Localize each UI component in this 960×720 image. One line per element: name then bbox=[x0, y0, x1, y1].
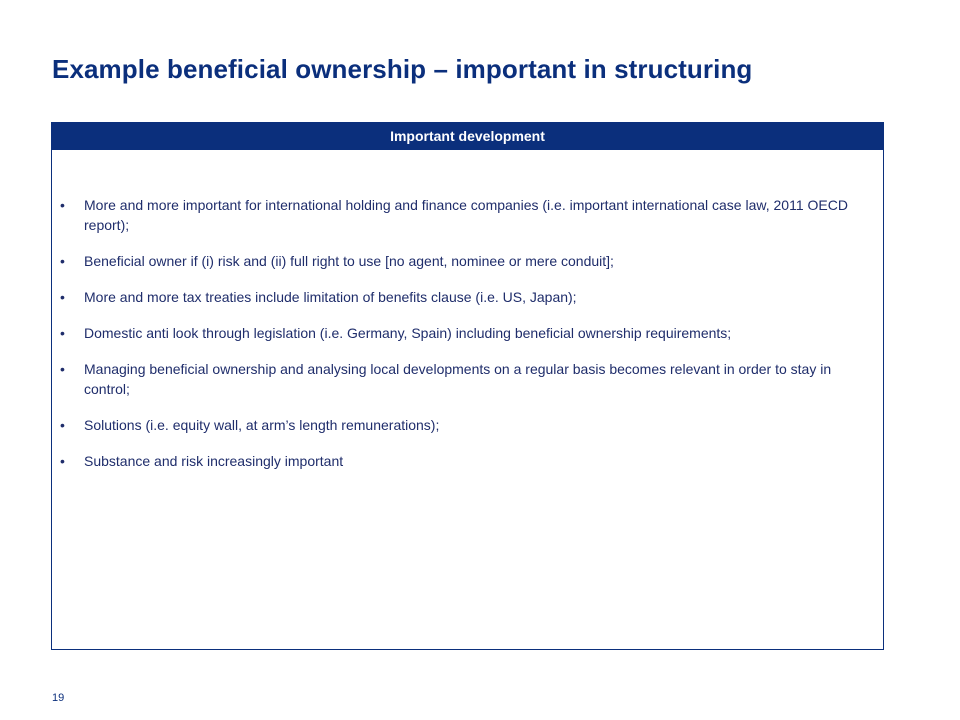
bullet-marker: • bbox=[60, 197, 65, 213]
bullet-item bbox=[58, 323, 863, 343]
bullet-text: Domestic anti look through legislation (i.e. Germany, Spain) including beneficial ownership requirements; bbox=[84, 325, 732, 341]
important-development-panel bbox=[51, 122, 884, 650]
bullet-list bbox=[58, 195, 863, 487]
bullet-item bbox=[58, 251, 863, 271]
bullet-text: More and more important for international holding and finance companies (i.e. important international case law, 2011 OECD report); bbox=[84, 197, 848, 233]
panel-header: Important development bbox=[52, 123, 883, 150]
bullet-marker: • bbox=[60, 453, 65, 469]
bullet-item bbox=[58, 451, 863, 471]
bullet-item bbox=[58, 415, 863, 435]
bullet-item bbox=[58, 195, 863, 235]
bullet-text: Solutions (i.e. equity wall, at arm’s length remunerations); bbox=[84, 417, 440, 433]
slide-title: Example beneficial ownership – important in structuring bbox=[52, 54, 753, 84]
bullet-text: Managing beneficial ownership and analysing local developments on a regular basis becomes relevant in order to stay in control; bbox=[84, 361, 832, 397]
bullet-text: Substance and risk increasingly important bbox=[84, 453, 344, 469]
bullet-text: Beneficial owner if (i) risk and (ii) full right to use [no agent, nominee or mere conduit]; bbox=[84, 253, 614, 269]
page-number: 19 bbox=[52, 692, 65, 704]
bullet-marker: • bbox=[60, 325, 65, 341]
bullet-marker: • bbox=[60, 361, 65, 377]
bullet-marker: • bbox=[60, 417, 65, 433]
bullet-text: More and more tax treaties include limitation of benefits clause (i.e. US, Japan); bbox=[84, 289, 577, 305]
bullet-marker: • bbox=[60, 253, 65, 269]
bullet-item bbox=[58, 359, 863, 399]
bullet-item bbox=[58, 287, 863, 307]
bullet-marker: • bbox=[60, 289, 65, 305]
